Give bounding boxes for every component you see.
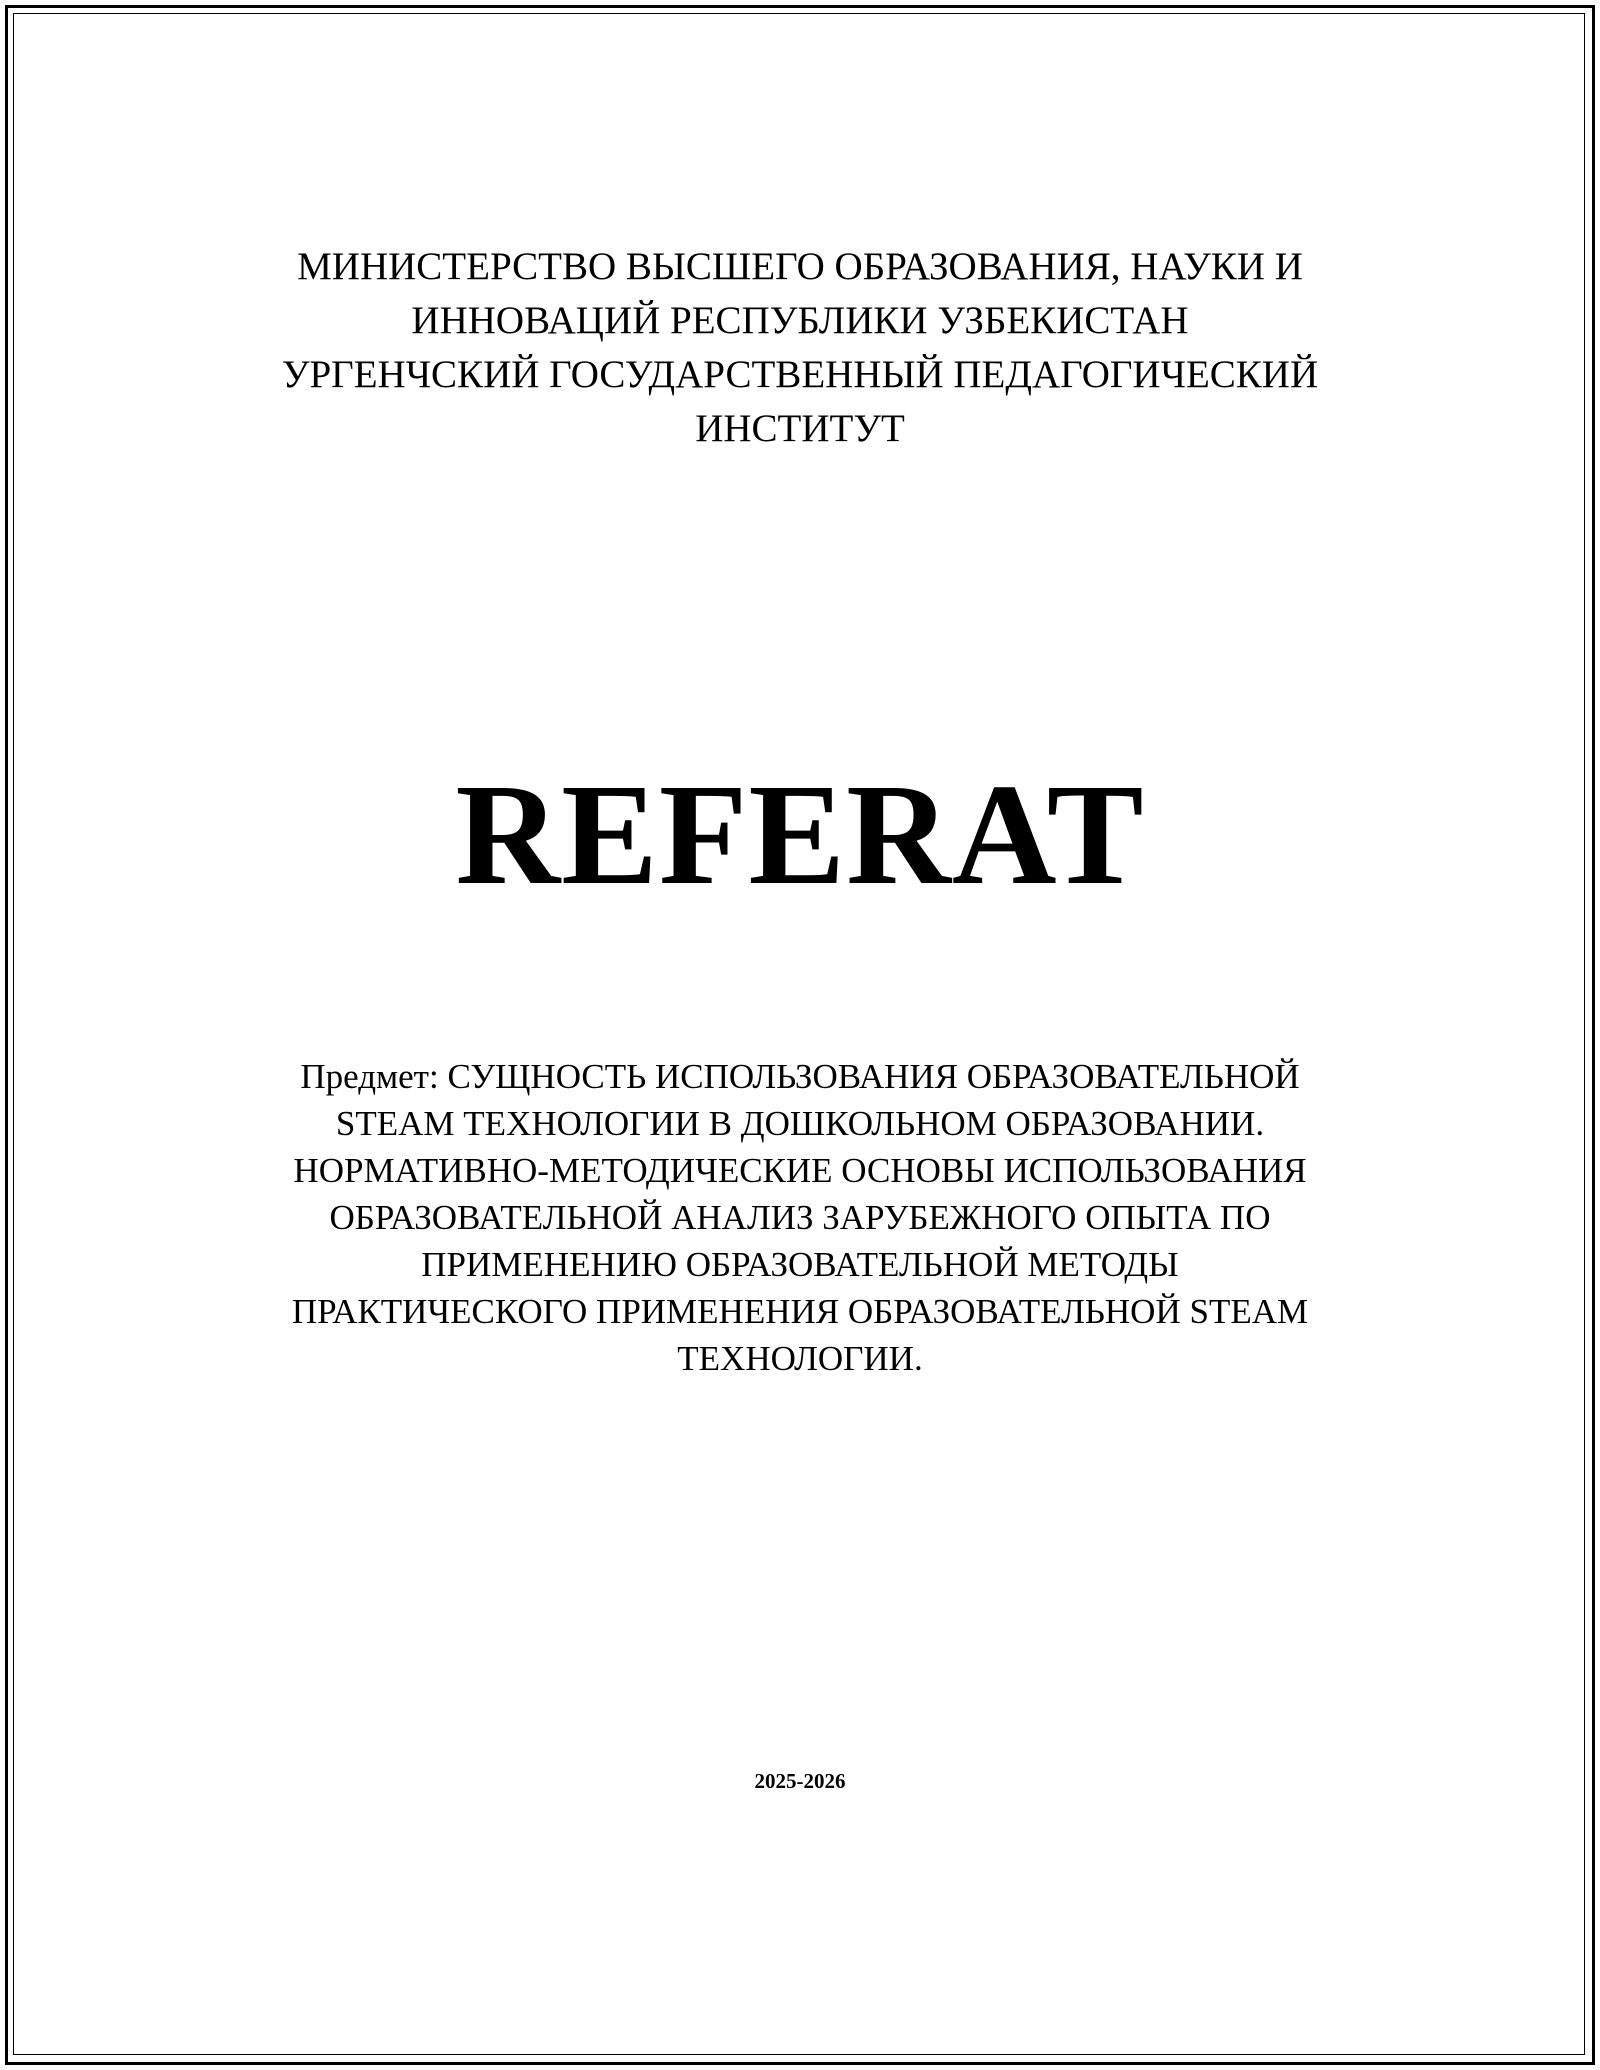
subject-line: STEAM ТЕХНОЛОГИИ В ДОШКОЛЬНОМ ОБРАЗОВАНИИ. [335,1104,1265,1143]
header-line: ИННОВАЦИЙ РЕСПУБЛИКИ УЗБЕКИСТАН [411,299,1189,342]
document-title: REFERAT [455,755,1145,915]
header-line: ИНСТИТУТ [695,407,905,450]
header-line: МИНИСТЕРСТВО ВЫСШЕГО ОБРАЗОВАНИЯ, НАУКИ И [297,245,1303,288]
subject-line: ТЕХНОЛОГИИ. [677,1339,923,1378]
academic-year: 2025-2026 [754,1769,846,1793]
subject-line: Предмет: СУЩНОСТЬ ИСПОЛЬЗОВАНИЯ ОБРАЗОВАТЕЛЬНОЙ [300,1057,1300,1096]
subject-line: ПРИМЕНЕНИЮ ОБРАЗОВАТЕЛЬНОЙ МЕТОДЫ [421,1245,1179,1284]
subject-line: НОРМАТИВНО-МЕТОДИЧЕСКИЕ ОСНОВЫ ИСПОЛЬЗОВАНИЯ [293,1151,1307,1190]
header-line: УРГЕНЧСКИЙ ГОСУДАРСТВЕННЫЙ ПЕДАГОГИЧЕСКИЙ [281,353,1319,396]
subject-line: ОБРАЗОВАТЕЛЬНОЙ АНАЛИЗ ЗАРУБЕЖНОГО ОПЫТА ПО [329,1198,1271,1237]
subject-line: ПРАКТИЧЕСКОГО ПРИМЕНЕНИЯ ОБРАЗОВАТЕЛЬНОЙ STEAM [291,1292,1309,1331]
institution-header [0,240,1600,456]
subject-block [0,1053,1600,1382]
